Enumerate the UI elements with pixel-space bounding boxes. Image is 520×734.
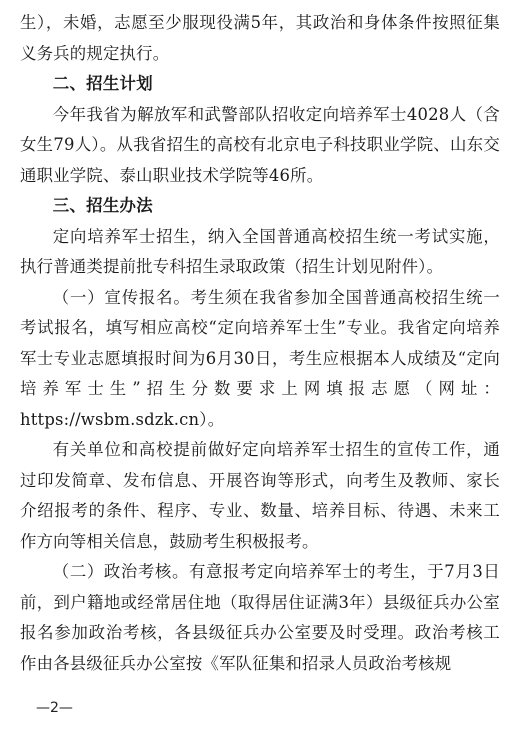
section-heading-enrollment-method: 三、招生办法 — [52, 196, 153, 215]
paragraph-continuation: 生），未婚，志愿至少服现役满5年，其政治和身体条件按照征集义务兵的规定执行。 — [20, 13, 500, 63]
paragraph-political-body: 有意报考定向培养军士的考生，于7月3日前，到户籍地或经常居住地（取得居住证满3年）县级征兵办公室报名参加政治考核，各县级征兵办公室要及时受理。政治考核工作由各县级征兵办公室按《军队征集和招录人员政治考核规 — [20, 562, 500, 673]
paragraph-political-review — [20, 557, 500, 679]
paragraph-publicity-work: 有关单位和高校提前做好定向培养军士招生的宣传工作，通过印发简章、发布信息、开展咨询等形式，向考生及教师、家长介绍报考的条件、程序、专业、数量、培养目标、待遇、未来工作方向等相关信息，鼓励考生积极报考。 — [20, 440, 500, 551]
paragraph-enrollment-method: 定向培养军士招生，纳入全国普通高校招生统一考试实施，执行普通类提前批专科招生录取政策（招生计划见附件）。 — [20, 226, 500, 276]
document-page — [20, 8, 500, 679]
paragraph-publicity-body: 考生须在我省参加全国普通高校招生统一考试报名，填写相应高校“定向培养军士生”专业。我省定向培养军士专业志愿填报时间为6月30日，考生应根据本人成绩及“定向培养军士生”招生分数要求上网填报志愿（网址：https://wsbm.sdzk.cn）。 — [20, 287, 500, 429]
section-heading-enrollment-plan: 二、招生计划 — [52, 74, 153, 93]
subsection-lead-publicity: （一）宣传报名。 — [52, 287, 191, 307]
page-number: —2— — [36, 700, 73, 716]
paragraph-publicity-registration — [20, 283, 500, 436]
subsection-lead-political: （二）政治考核。 — [52, 562, 189, 581]
paragraph-enrollment-plan: 今年我省为解放军和武警部队招收定向培养军士4028人（含女生79人）。从我省招生的高校有北京电子科技职业学院、山东交通职业学院、泰山职业技术学院等46所。 — [20, 104, 500, 185]
